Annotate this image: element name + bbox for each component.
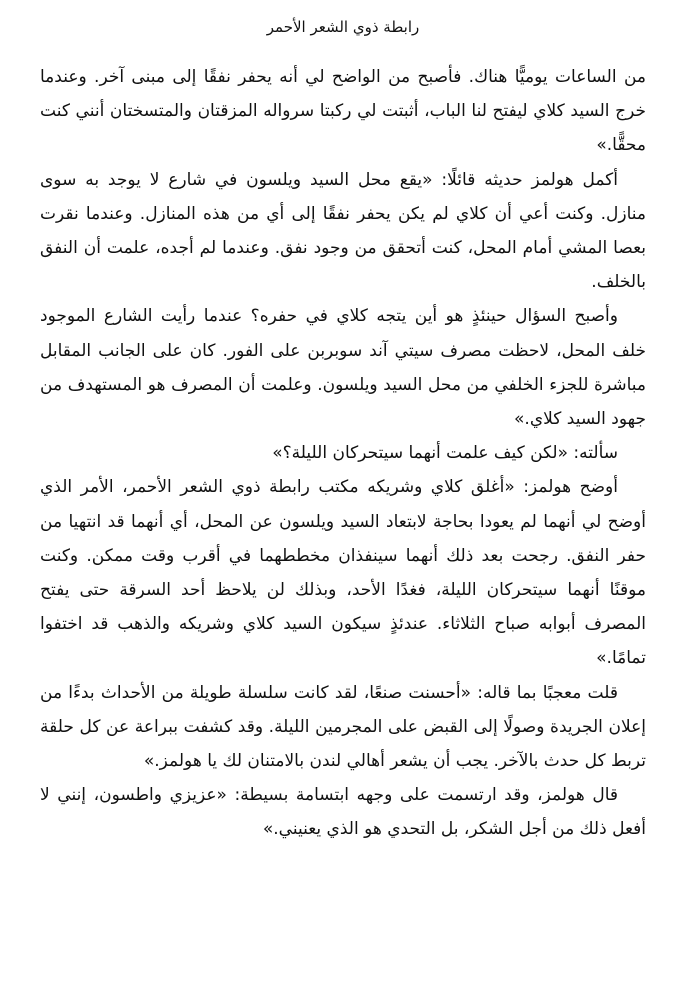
paragraph: أكمل هولمز حديثه قائلًا: «يقع محل السيد ويلسون في شارع لا يوجد به سوى منازل. وكنت أعي أن كلاي لم يكن يحفر نفقًا إلى أي من هذه المنازل. وعندما نقرت بعصا المشي أمام المحل، كنت أتحقق من وجود نفق. وعندما لم أجده، علمت أن النفق بالخلف.	[40, 169, 646, 293]
paragraph: قال هولمز، وقد ارتسمت على وجهه ابتسامة بسيطة: «عزيزي واطسون، إنني لا أفعل ذلك من أجل الشكر، بل التحدي هو الذي يعنيني.»	[40, 785, 646, 840]
paragraph: وأصبح السؤال حينئذٍ هو أين يتجه كلاي في حفره؟ عندما رأيت الشارع الموجود خلف المحل، لاحظت مصرف سيتي آند سوبربن على الفور. كان على الجانب المقابل مباشرة للجزء الخلفي من محل السيد ويلسون. وعلمت أن المصرف هو المستهدف من جهود السيد كلاي.»	[40, 306, 646, 430]
body-text	[40, 60, 646, 847]
paragraph: من الساعات يوميًّا هناك. فأصبح من الواضح لي أنه يحفر نفقًا إلى مبنى آخر. وعندما خرج السيد كلاي ليفتح لنا الباب، أثبتت لي ركبتا سرواله المزقتان والمتسختان أنني كنت محقًّا.»	[40, 67, 646, 156]
running-header: رابطة ذوي الشعر الأحمر	[266, 18, 420, 36]
paragraph: سألته: «لكن كيف علمت أنهما سيتحركان الليلة؟»	[272, 443, 618, 464]
paragraph: قلت معجبًا بما قاله: «أحسنت صنعًا، لقد كانت سلسلة طويلة من الأحداث بدءًا من إعلان الجريدة وصولًا إلى القبض على المجرمين الليلة. وقد كشفت ببراعة عن كل حلقة تربط كل حدث بالآخر. يجب أن يشعر أهالي لندن بالامتنان لك يا هولمز.»	[40, 682, 646, 772]
paragraph: أوضح هولمز: «أغلق كلاي وشريكه مكتب رابطة ذوي الشعر الأحمر، الأمر الذي أوضح لي أنهما لم يعودا بحاجة لابتعاد السيد ويلسون عن المحل، أي أنهما قد انتهيا من حفر النفق. رجحت بعد ذلك أنهما سينفذان مخططهما في أقرب وقت ممكن. وكنت موقنًا أنهما سيتحركان الليلة، فغدًا الأحد، وبذلك لن يلاحظ أحد السرقة حتى يفتح المصرف أبوابه صباح الثلاثاء. عندئذٍ سيكون السيد كلاي وشريكه والذهب قد اختفوا تمامًا.»	[40, 477, 646, 669]
